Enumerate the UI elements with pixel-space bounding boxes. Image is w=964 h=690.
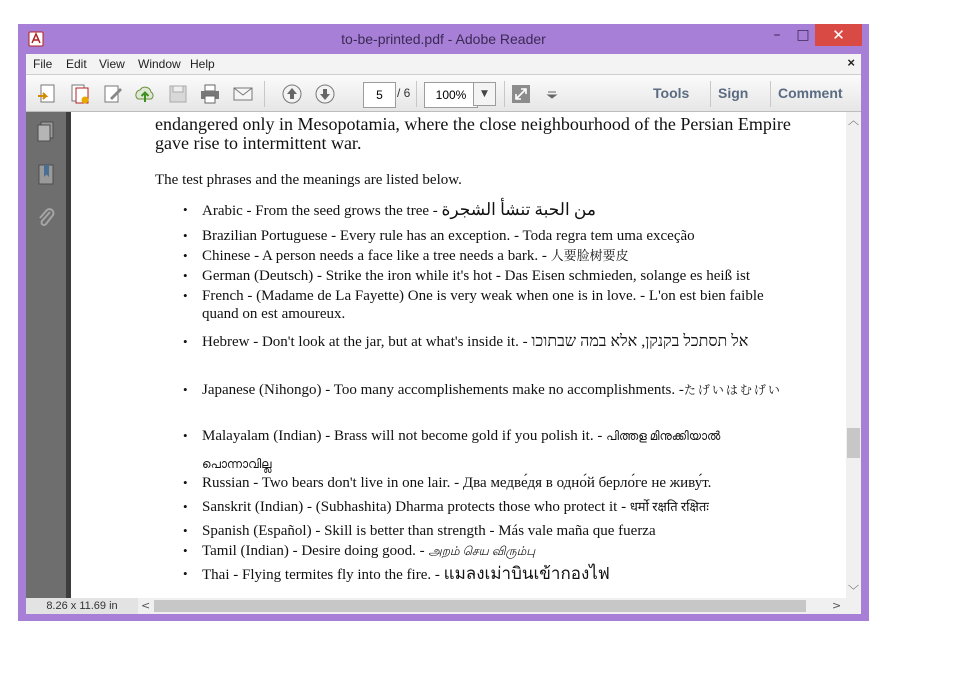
list-item (202, 522, 802, 540)
vertical-scrollbar[interactable] (846, 112, 861, 598)
list-item (202, 542, 802, 560)
list-item (202, 474, 802, 492)
menu-help[interactable]: Help (190, 57, 215, 71)
list-item (202, 328, 762, 356)
navigation-panel (26, 112, 66, 598)
page-number-input[interactable] (363, 82, 396, 108)
zoom-dropdown[interactable]: ▼ (473, 82, 496, 106)
list-item (202, 287, 772, 323)
list-item (202, 422, 772, 478)
phrase-native: אל תסתכל בקנקן, אלא במה שבתוכו (531, 333, 749, 350)
print-icon[interactable] (199, 83, 221, 105)
list-item (202, 498, 822, 516)
prev-page-icon[interactable] (281, 83, 303, 105)
close-button[interactable]: ✕ (815, 24, 862, 46)
phrase-native: 人要脸树要皮 (550, 248, 629, 263)
phrase-english: Hebrew - Don't look at the jar, but at what's inside it. - (202, 334, 532, 350)
page-thumbnails-icon[interactable] (35, 120, 57, 144)
list-item (202, 267, 822, 285)
phrase-english: German (Deutsch) - Strike the iron while it's hot - Das Eisen schmieden, solange es heiß ist (202, 268, 750, 284)
document-area (26, 112, 861, 598)
phrase-native: من الحبة تنشأ الشجرة (441, 200, 596, 219)
phrase-native: แมลงเม่าบินเข้ากองไฟ (443, 564, 610, 583)
toolbar-separator (710, 81, 711, 107)
horizontal-scroll-thumb[interactable] (154, 600, 806, 612)
phrase-english: Russian - Two bears don't live in one lair. - Два медве́дя в одно́й берло́ге не живу́т. (202, 475, 712, 491)
zoom-input[interactable] (424, 82, 478, 108)
window-title: to-be-printed.pdf - Adobe Reader (341, 31, 546, 47)
save-icon[interactable] (167, 83, 189, 105)
attachments-icon[interactable] (35, 206, 57, 230)
menu-file[interactable]: File (33, 57, 53, 71)
phrase-native: धर्मो रक्षति रक्षितः (629, 499, 709, 514)
list-item (202, 227, 802, 245)
menu-view[interactable]: View (99, 57, 125, 71)
scroll-left-icon[interactable]: < (141, 599, 151, 612)
scroll-up-icon[interactable]: ︿ (848, 114, 859, 127)
scroll-thumb[interactable] (847, 428, 860, 458)
phrase-english: Brazilian Portuguese - Every rule has an exception. - Toda regra tem uma exceção (202, 228, 695, 244)
list-item (202, 565, 802, 584)
maximize-button[interactable]: □ (796, 27, 810, 43)
minimize-button[interactable]: – (773, 27, 781, 43)
app-window (18, 24, 869, 621)
paragraph-text: endangered only in Mesopotamia, where the close neighbourhood of the Persian Empire gave rise to intermittent war. (155, 114, 791, 153)
close-document-icon[interactable]: × (847, 55, 855, 70)
phrase-native: たげいはむげい (683, 383, 782, 397)
phrase-english: Tamil (Indian) - Desire doing good. - (202, 543, 429, 559)
status-bar (26, 598, 861, 614)
list-item (202, 382, 792, 398)
toolbar-separator (416, 81, 417, 107)
phrase-english: Chinese - A person needs a face like a tree needs a bark. - (202, 248, 551, 264)
edit-icon[interactable] (102, 83, 124, 105)
sign-link[interactable]: Sign (718, 85, 749, 101)
scroll-down-icon[interactable]: ﹀ (848, 584, 859, 597)
phrase-native: പിത്തള മിനുക്കിയാൽ പൊന്നാവില്ല (202, 429, 721, 471)
page-total: / 6 (397, 86, 411, 100)
phrase-english: Japanese (Nihongo) - Too many accomplishements make no accomplishments. - (202, 382, 684, 398)
toolbar-separator (770, 81, 771, 107)
more-icon[interactable] (546, 83, 558, 105)
title-bar[interactable] (18, 24, 869, 54)
toolbar-separator (504, 81, 505, 107)
phrase-english: Spanish (Español) - Skill is better than strength - Más vale maña que fuerza (202, 523, 656, 539)
upload-icon[interactable] (134, 83, 156, 105)
menu-bar (26, 54, 861, 74)
phrase-english: Thai - Flying termites fly into the fire. - (202, 567, 444, 583)
intro-text: The test phrases and the meanings are listed below. (155, 172, 462, 188)
page-size-label: 8.26 x 11.69 in (26, 598, 138, 614)
list-item (202, 201, 802, 220)
phrase-native: அறம் செய விரும்பு (428, 544, 536, 558)
next-page-icon[interactable] (314, 83, 336, 105)
list-item (202, 247, 802, 265)
bookmarks-icon[interactable] (35, 163, 57, 187)
combine-icon[interactable] (69, 83, 91, 105)
create-pdf-icon[interactable] (36, 83, 58, 105)
phrase-english: Malayalam (Indian) - Brass will not become gold if you polish it. - (202, 428, 607, 444)
phrase-english: French - (Madame de La Fayette) One is very weak when one is in love. - L'on est bien faible quand on est amoureux. (202, 288, 764, 322)
tools-link[interactable]: Tools (653, 85, 690, 101)
phrase-english: Arabic - From the seed grows the tree - (202, 203, 442, 219)
comment-link[interactable]: Comment (778, 85, 843, 101)
toolbar-separator (264, 81, 265, 107)
email-icon[interactable] (232, 83, 254, 105)
menu-edit[interactable]: Edit (66, 57, 87, 71)
menu-window[interactable]: Window (138, 57, 181, 71)
toolbar (26, 74, 861, 112)
fit-icon[interactable] (510, 83, 532, 105)
pdf-page[interactable] (71, 112, 846, 598)
scroll-right-icon[interactable]: > (832, 599, 842, 612)
phrase-english: Sanskrit (Indian) - (Subhashita) Dharma protects those who protect it - (202, 499, 630, 515)
